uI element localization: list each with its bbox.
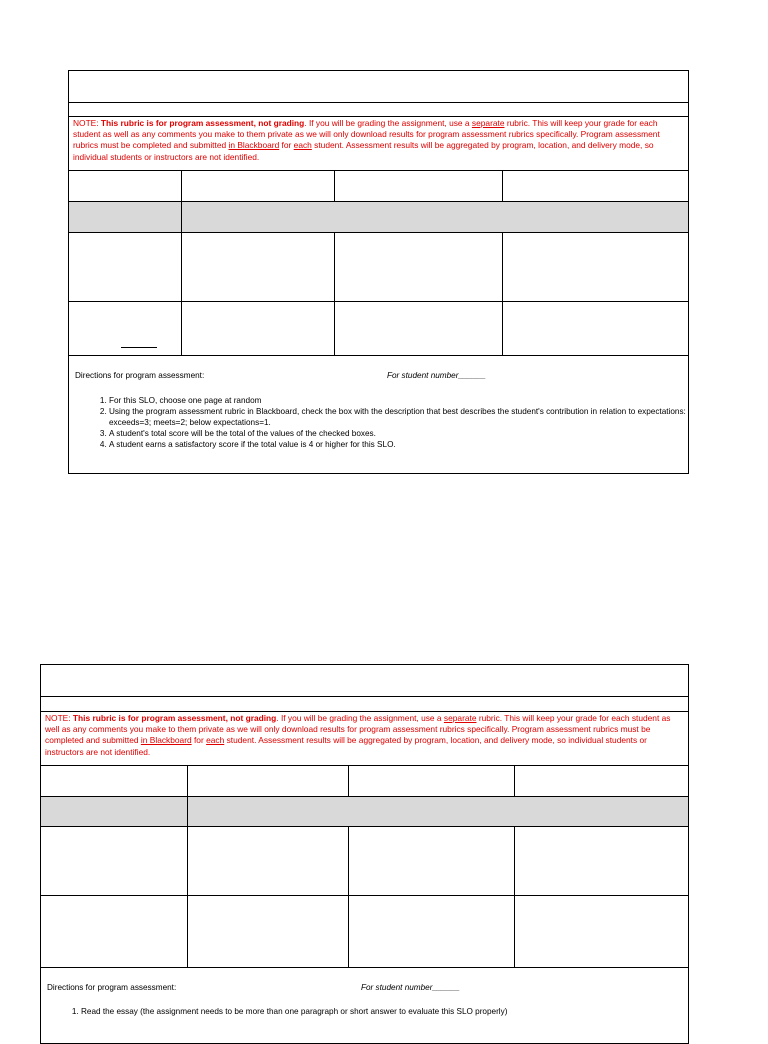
rubric-header-row xyxy=(69,170,688,201)
note-each: each xyxy=(206,735,225,746)
criteria-cell[interactable] xyxy=(514,896,688,967)
student-number-label: For student number______ xyxy=(361,983,460,992)
rubric-shaded-row xyxy=(41,796,688,826)
criteria-cell[interactable] xyxy=(348,896,514,967)
header-cell xyxy=(514,766,688,796)
criteria-cell[interactable] xyxy=(181,233,334,301)
rubric-shaded-row xyxy=(69,201,688,232)
rubric-criteria-row xyxy=(69,301,688,355)
directions-title: Directions for program assessment: xyxy=(47,983,177,992)
criteria-cell[interactable] xyxy=(187,896,348,967)
directions-section xyxy=(69,355,688,473)
note-bold: This rubric is for program assessment, not grading xyxy=(100,118,305,128)
note-separate: separate xyxy=(443,713,477,723)
directions-step: 1. Read the essay (the assignment needs to be more than one paragraph or short answer to evaluate this SLO properly) xyxy=(81,1006,691,1017)
criteria-cell[interactable] xyxy=(502,302,688,355)
note-in-blackboard: in Blackboard xyxy=(140,735,192,746)
directions-section xyxy=(41,967,688,1043)
rubric-criteria-row xyxy=(41,895,688,967)
header-cell xyxy=(348,766,514,796)
directions-step: 1. For this SLO, choose one page at random xyxy=(109,395,689,406)
note-in-blackboard: in Blackboard xyxy=(228,140,280,151)
rubric-subtitle-row xyxy=(69,102,688,116)
score-blank-line xyxy=(121,347,157,348)
rubric-table-2 xyxy=(40,664,689,1044)
directions-step: 4. A student earns a satisfactory score if the total value is 4 or higher for this SLO. xyxy=(109,439,689,450)
student-number-label: For student number______ xyxy=(387,371,486,380)
rubric-note: NOTE: This rubric is for program assessment, not grading. If you will be grading the assignment, use a separate rubric. This will keep your grade for each student as well as any comments you make to them private as we will only download results for program assessment rubrics specifically. Program assessment rubrics must be completed and submitted in Blackboard for each student. Assessment results will be aggregated by program, location, and delivery mode, so individual students or instructors are not identified. xyxy=(69,116,688,170)
rubric-title-row xyxy=(41,665,688,696)
criteria-cell[interactable] xyxy=(187,827,348,895)
criteria-cell[interactable] xyxy=(334,233,502,301)
rubric-subtitle-row xyxy=(41,696,688,711)
directions-title: Directions for program assessment: xyxy=(75,371,205,380)
criteria-cell[interactable] xyxy=(181,302,334,355)
rubric-note: NOTE: This rubric is for program assessment, not grading. If you will be grading the assignment, use a separate rubric. This will keep your grade for each student as well as any comments you make to them private as we will only download results for program assessment rubrics specifically. Program assessment rubrics must be completed and submitted in Blackboard for each student. Assessment results will be aggregated by program, location, and delivery mode, so individual students or instructors are not identified. xyxy=(41,711,688,765)
criteria-cell[interactable] xyxy=(514,827,688,895)
header-cell xyxy=(502,171,688,201)
note-separate: separate xyxy=(471,118,505,128)
note-bold: This rubric is for program assessment, not grading xyxy=(72,713,277,723)
header-cell xyxy=(187,766,348,796)
rubric-header-row xyxy=(41,765,688,796)
rubric-criteria-row xyxy=(41,826,688,895)
note-each: each xyxy=(293,140,312,151)
shaded-cell xyxy=(181,202,688,232)
directions-step: 2. Using the program assessment rubric in Blackboard, check the box with the description that best describes the student's contribution in relation to expectations: exceeds=3; meets=2; below expectations=1. xyxy=(109,406,689,428)
rubric-title-row xyxy=(69,71,688,102)
rubric-table-1 xyxy=(68,70,689,474)
header-cell xyxy=(334,171,502,201)
header-cell xyxy=(181,171,334,201)
directions-step: 3. A student's total score will be the total of the values of the checked boxes. xyxy=(109,428,689,439)
rubric-criteria-row xyxy=(69,232,688,301)
criteria-cell[interactable] xyxy=(334,302,502,355)
criteria-cell[interactable] xyxy=(348,827,514,895)
shaded-cell xyxy=(187,797,688,826)
criteria-cell[interactable] xyxy=(502,233,688,301)
directions-steps xyxy=(85,395,689,450)
directions-steps xyxy=(57,1006,691,1017)
